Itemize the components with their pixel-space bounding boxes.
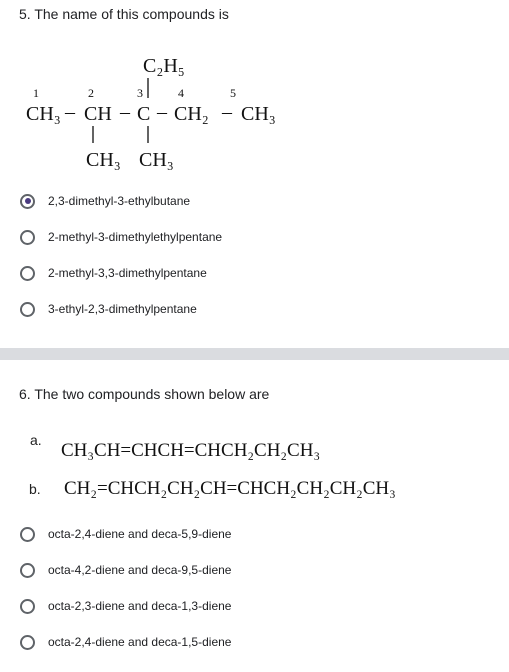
q5-option-4[interactable] [20, 298, 197, 320]
radio-button[interactable] [20, 563, 35, 578]
option-label: 2-methyl-3-dimethylethylpentane [48, 230, 223, 244]
q6-option-2[interactable] [20, 559, 231, 581]
radio-button[interactable] [20, 230, 35, 245]
option-label: octa-2,3-diene and deca-1,3-diene [48, 599, 232, 613]
section-divider [0, 348, 509, 360]
bond-2: – [120, 101, 130, 123]
question-6-card [0, 360, 509, 672]
chain-c1: CH₃ [26, 103, 61, 125]
bond-4: – [222, 101, 232, 123]
chain-c4: CH₂ [174, 103, 209, 125]
chain-c3: C [137, 103, 151, 125]
carbon-number-1: 1 [33, 86, 39, 100]
q5-option-3[interactable] [20, 262, 207, 284]
radio-button[interactable] [20, 266, 35, 281]
chain-c2: CH [84, 103, 112, 125]
radio-button[interactable] [20, 527, 35, 542]
methyl-substituent-c2: CH₃ [86, 149, 121, 171]
compound-b-marker: b. [29, 481, 41, 497]
carbon-number-3: 3 [137, 86, 143, 100]
q5-option-1[interactable] [20, 190, 190, 212]
bond-3: – [157, 101, 167, 123]
option-label: octa-4,2-diene and deca-9,5-diene [48, 563, 232, 577]
compound-a-marker: a. [30, 432, 42, 448]
carbon-number-4: 4 [178, 86, 184, 100]
option-label: octa-2,4-diene and deca-1,5-diene [48, 635, 232, 649]
q6-option-3[interactable] [20, 595, 231, 617]
compound-a-formula: CH₃CH=CHCH=CHCH₂CH₂CH₃ [61, 440, 321, 461]
chain-c5: CH₃ [241, 103, 276, 125]
option-label: octa-2,4-diene and deca-5,9-diene [48, 527, 232, 541]
radio-button[interactable] [20, 599, 35, 614]
option-label: 3-ethyl-2,3-dimethylpentane [48, 302, 197, 316]
q6-option-1[interactable] [20, 523, 231, 545]
radio-button-selected[interactable] [20, 194, 35, 209]
option-label: 2-methyl-3,3-dimethylpentane [48, 266, 207, 280]
question-6-title: 6. The two compounds shown below are [19, 386, 270, 402]
radio-button[interactable] [20, 302, 35, 317]
carbon-number-5: 5 [230, 86, 236, 100]
ethyl-substituent: C₂H₅ [143, 55, 185, 77]
q5-option-2[interactable] [20, 226, 222, 248]
carbon-number-2: 2 [88, 86, 94, 100]
bond-1: – [65, 101, 75, 123]
radio-button[interactable] [20, 635, 35, 650]
q6-option-4[interactable] [20, 631, 231, 653]
option-label: 2,3-dimethyl-3-ethylbutane [48, 194, 191, 208]
question-5-title: 5. The name of this compounds is [19, 6, 229, 22]
methyl-substituent-c3: CH₃ [139, 149, 174, 171]
compound-b-formula: CH₂=CHCH₂CH₂CH=CHCH₂CH₂CH₂CH₃ [64, 478, 396, 499]
